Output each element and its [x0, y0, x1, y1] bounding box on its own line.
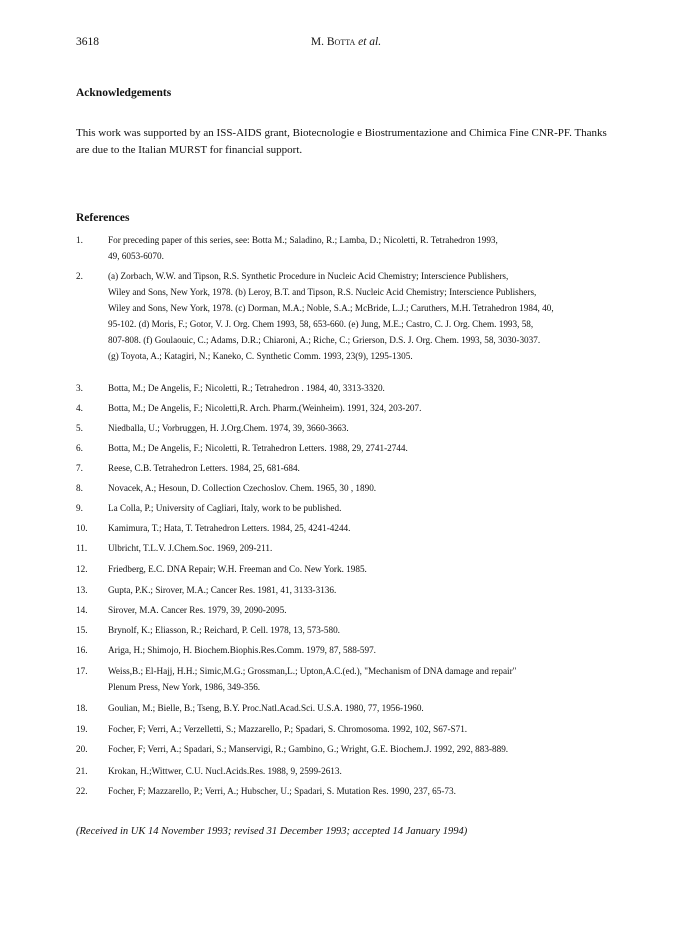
reference-number: 5.	[76, 423, 83, 433]
reference-text: Sirover, M.A. Cancer Res. 1979, 39, 2090-2095.	[108, 605, 287, 615]
reference-number: 21.	[76, 766, 88, 776]
authors-small-caps: otta	[334, 36, 356, 48]
reference-text: Goulian, M.; Bielle, B.; Tseng, B.Y. Proc.Natl.Acad.Sci. U.S.A. 1980, 77, 1956-1960.	[108, 703, 424, 713]
reference-number: 7.	[76, 463, 83, 473]
reference-text: Focher, F; Mazzarello, P.; Verri, A.; Hubscher, U.; Spadari, S. Mutation Res. 1990, 237, 65-73.	[108, 786, 456, 796]
reference-number: 3.	[76, 383, 83, 393]
reference-number: 12.	[76, 564, 88, 574]
authors-main: M. B	[310, 36, 335, 48]
reference-text: Ariga, H.; Shimojo, H. Biochem.Biophis.Res.Comm. 1979, 87, 588-597.	[108, 645, 376, 655]
reference-number: 13.	[76, 585, 88, 595]
reference-text: Botta, M.; De Angelis, F.; Nicoletti, R.; Tetrahedron . 1984, 40, 3313-3320.	[108, 383, 385, 393]
reference-text: Friedberg, E.C. DNA Repair; W.H. Freeman and Co. New York. 1985.	[108, 564, 367, 574]
received-dates: (Received in UK 14 November 1993; revised 31 December 1993; accepted 14 January 1994)	[76, 826, 468, 837]
reference-text: Botta, M.; De Angelis, F.; Nicoletti, R. Tetrahedron Letters. 1988, 29, 2741-2744.	[108, 443, 408, 453]
reference-number: 16.	[76, 645, 88, 655]
acknowledgements-heading: Acknowledgements	[76, 87, 172, 99]
reference-text: Niedballa, U.; Vorbruggen, H. J.Org.Chem. 1974, 39, 3660-3663.	[108, 423, 349, 433]
reference-number: 11.	[76, 543, 88, 553]
reference-number: 8.	[76, 483, 83, 493]
reference-number: 9.	[76, 503, 83, 513]
reference-text: Novacek, A.; Hesoun, D. Collection Czechoslov. Chem. 1965, 30 , 1890.	[108, 483, 377, 493]
reference-text: Weiss,B.; El-Hajj, H.H.; Simic,M.G.; Grossman,L.; Upton,A.C.(ed.), "Mechanism of DNA damage and repair" Plenum Press, New York, 1986, 349-356.	[108, 666, 517, 692]
running-head	[76, 36, 616, 52]
reference-text: Brynolf, K.; Eliasson, R.; Reichard, P. Cell. 1978, 13, 573-580.	[108, 625, 340, 635]
reference-text: Kamimura, T.; Hata, T. Tetrahedron Letters. 1984, 25, 4241-4244.	[108, 523, 351, 533]
reference-text: Ulbricht, T.L.V. J.Chem.Soc. 1969, 209-211.	[108, 543, 273, 553]
reference-number: 6.	[76, 443, 83, 453]
references-heading: References	[76, 212, 130, 224]
acknowledgements-body: This work was supported by an ISS-AIDS grant, Biotecnologie e Biostrumentazione and Chimica Fine CNR-PF. Thanks are due to the Italian MURST for financial support.	[76, 127, 607, 156]
reference-number: 2.	[76, 271, 83, 281]
reference-number: 20.	[76, 744, 88, 754]
reference-text: La Colla, P.; University of Cagliari, Italy, work to be published.	[108, 503, 342, 513]
reference-number: 19.	[76, 724, 88, 734]
reference-number: 14.	[76, 605, 88, 615]
reference-number: 10.	[76, 523, 88, 533]
reference-text: Focher, F; Verri, A.; Verzelletti, S.; Mazzarello, P.; Spadari, S. Chromosoma. 1992, 102, S67-S71.	[108, 724, 468, 734]
reference-text: Gupta, P.K.; Sirover, M.A.; Cancer Res. 1981, 41, 3133-3136.	[108, 585, 337, 595]
reference-number: 18.	[76, 703, 88, 713]
reference-number: 22.	[76, 786, 88, 796]
reference-text: Krokan, H.;Wittwer, C.U. Nucl.Acids.Res. 1988, 9, 2599-2613.	[108, 766, 342, 776]
reference-number: 4.	[76, 403, 83, 413]
page-number: 3618	[76, 36, 99, 48]
authors-et-al: et al.	[358, 36, 382, 48]
reference-number: 15.	[76, 625, 88, 635]
running-head-authors	[76, 36, 616, 48]
reference-number: 17.	[76, 666, 88, 676]
reference-text: Focher, F; Verri, A.; Spadari, S.; Manservigi, R.; Gambino, G.; Wright, G.E. Biochem.J. 1992, 292, 883-889.	[108, 744, 509, 754]
reference-text: (a) Zorbach, W.W. and Tipson, R.S. Synthetic Procedure in Nucleic Acid Chemistry; Interscience Publishers, Wiley and Sons, New York, 1978. (b) Leroy, B.T. and Tipson, R.S. Nucleic Acid Chemistry; Interscience Publishers, Wiley and Sons, New York, 1978. (c) Dorman, M.A.; Noble, S.A.; McBride, L.J.; Caruthers, M.H. Tetrahedron 1984, 40, 95-102. (d) Moris, F.; Gotor, V. J. Org. Chem 1993, 58, 653-660. (e) Jung, M.E.; Castro, C. J. Org. Chem. 1993, 58, 807-808. (f) Goulaouic, C.; Adams, D.R.; Chiaroni, A.; Riche, C.; Grierson, D.S. J. Org. Chem. 1993, 58, 3030-3037. (g) Toyota, A.; Katagiri, N.; Kaneko, C. Synthetic Comm. 1993, 23(9), 1295-1305.	[108, 271, 554, 361]
reference-text: For preceding paper of this series, see: Botta M.; Saladino, R.; Lamba, D.; Nicoletti, R. Tetrahedron 1993, 49, 6053-6070.	[108, 235, 498, 261]
reference-text: Reese, C.B. Tetrahedron Letters. 1984, 25, 681-684.	[108, 463, 300, 473]
reference-number: 1.	[76, 235, 83, 245]
reference-text: Botta, M.; De Angelis, F.; Nicoletti,R. Arch. Pharm.(Weinheim). 1991, 324, 203-207.	[108, 403, 422, 413]
